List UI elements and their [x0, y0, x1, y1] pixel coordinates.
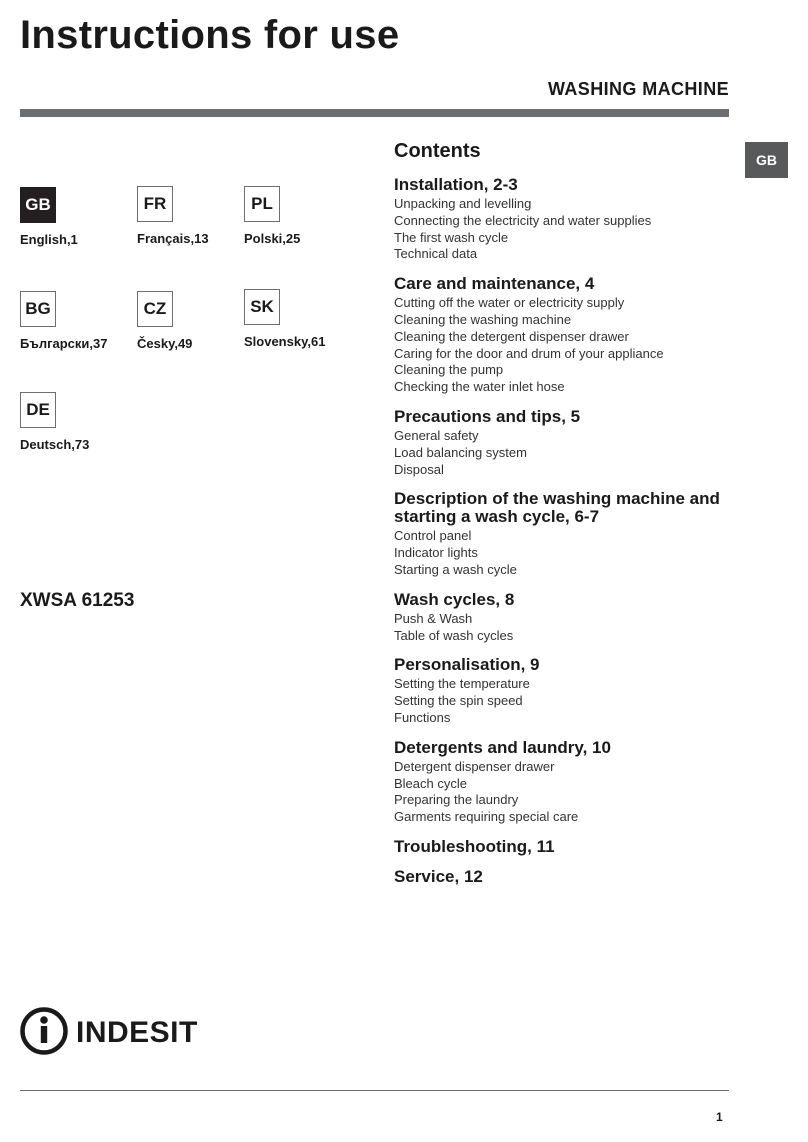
language-code-badge: GB [20, 187, 56, 223]
toc-section [394, 176, 734, 263]
language-label: Slovensky,61 [244, 334, 326, 349]
toc-item[interactable]: Setting the temperature [394, 676, 530, 692]
toc-item[interactable]: Bleach cycle [394, 775, 467, 791]
toc-section-title[interactable]: Personalisation, 9 [394, 655, 540, 675]
brand-name: INDESIT [76, 1016, 198, 1049]
toc-item[interactable]: Caring for the door and drum of your appliance [394, 345, 664, 361]
toc-item[interactable]: Setting the spin speed [394, 693, 523, 709]
language-entry-cz[interactable] [137, 291, 247, 351]
language-entry-bg[interactable] [20, 291, 130, 351]
toc-item[interactable]: Control panel [394, 528, 472, 544]
toc-item[interactable]: Indicator lights [394, 545, 478, 561]
toc-section-title[interactable]: Installation, 2-3 [394, 175, 518, 194]
language-label: Deutsch,73 [20, 437, 90, 452]
toc-section [394, 591, 734, 645]
footer-divider [20, 1090, 729, 1091]
toc-item[interactable]: Cleaning the washing machine [394, 311, 572, 327]
page-number: 1 [716, 1110, 723, 1124]
toc-section-title[interactable]: Wash cycles, 8 [394, 589, 515, 609]
toc-section-title[interactable]: Care and maintenance, 4 [394, 274, 595, 294]
language-side-tab: GB [745, 142, 788, 178]
toc-item[interactable]: Disposal [394, 461, 444, 477]
language-entry-gb[interactable] [20, 187, 130, 247]
toc-item[interactable]: The first wash cycle [394, 229, 509, 245]
table-of-contents [394, 138, 734, 898]
contents-heading: Contents [394, 140, 481, 162]
toc-item[interactable]: Table of wash cycles [394, 627, 514, 643]
toc-section-title[interactable]: Detergents and laundry, 10 [394, 737, 611, 757]
language-entry-pl[interactable] [244, 186, 354, 246]
language-entry-sk[interactable] [244, 289, 354, 349]
language-label: Български,37 [20, 336, 108, 351]
toc-section [394, 656, 734, 726]
toc-section-title[interactable]: Troubleshooting, 11 [394, 836, 555, 856]
language-code-badge: PL [244, 186, 280, 222]
toc-item[interactable]: Starting a wash cycle [394, 561, 517, 577]
language-code-badge: SK [244, 289, 280, 325]
language-entry-de[interactable] [20, 392, 130, 452]
language-label: Polski,25 [244, 231, 301, 246]
toc-section [394, 275, 734, 396]
toc-item[interactable]: Technical data [394, 246, 478, 262]
toc-item[interactable]: Detergent dispenser drawer [394, 758, 555, 774]
toc-section [394, 408, 734, 478]
toc-item[interactable]: Functions [394, 709, 451, 725]
toc-item[interactable]: Cutting off the water or electricity supply [394, 295, 625, 311]
language-label: Česky,49 [137, 336, 193, 351]
language-label: Français,13 [137, 231, 209, 246]
toc-item[interactable]: General safety [394, 427, 479, 443]
header-divider [20, 109, 729, 117]
document-subtitle: WASHING MACHINE [548, 79, 729, 99]
document-title: Instructions for use [20, 13, 400, 57]
toc-item[interactable]: Connecting the electricity and water supplies [394, 212, 652, 228]
model-number: XWSA 61253 [20, 590, 135, 611]
toc-item[interactable]: Load balancing system [394, 444, 527, 460]
language-code-badge: CZ [137, 291, 173, 327]
toc-section-title[interactable]: Precautions and tips, 5 [394, 406, 581, 426]
toc-section [394, 490, 734, 578]
language-label: English,1 [20, 232, 78, 247]
toc-item[interactable]: Cleaning the detergent dispenser drawer [394, 328, 629, 344]
toc-section-title[interactable]: Description of the washing machine and starting a wash cycle, 6-7 [394, 489, 720, 527]
toc-section [394, 868, 734, 886]
toc-section [394, 739, 734, 826]
toc-item[interactable]: Garments requiring special care [394, 809, 579, 825]
language-code-badge: FR [137, 186, 173, 222]
toc-item[interactable]: Checking the water inlet hose [394, 379, 565, 395]
toc-item[interactable]: Preparing the laundry [394, 792, 519, 808]
brand-logo [20, 1002, 220, 1060]
toc-item[interactable]: Unpacking and levelling [394, 196, 532, 211]
toc-section-title[interactable]: Service, 12 [394, 866, 483, 886]
toc-item[interactable]: Cleaning the pump [394, 362, 504, 378]
toc-section [394, 838, 734, 856]
language-code-badge: DE [20, 392, 56, 428]
language-entry-fr[interactable] [137, 186, 247, 246]
language-code-badge: BG [20, 291, 56, 327]
toc-item[interactable]: Push & Wash [394, 610, 473, 626]
indesit-i-circle-icon [23, 1010, 66, 1053]
